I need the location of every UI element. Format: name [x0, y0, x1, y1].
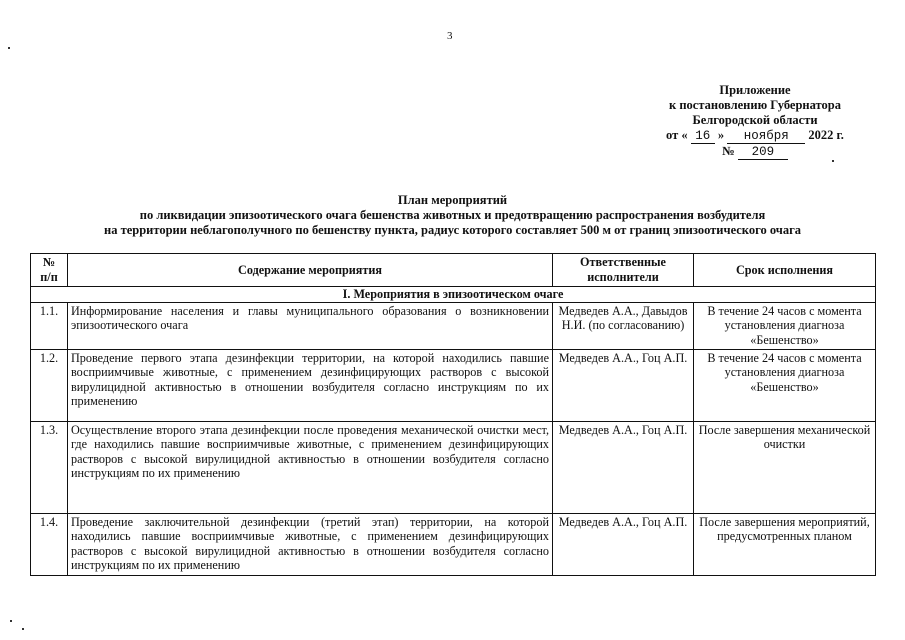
page-number: 3	[447, 30, 453, 42]
appendix-title: Приложение	[719, 83, 791, 97]
table-header-row	[31, 254, 876, 287]
table-row	[31, 421, 876, 513]
scan-speck	[832, 160, 834, 162]
appendix-date-line	[640, 128, 870, 144]
plan-title-line3: на территории неблагополучного по бешенству пункта, радиус которого составляет 500 м от границ эпизоотического очага	[104, 223, 801, 237]
date-day: 16	[691, 130, 715, 144]
section-title: I. Мероприятия в эпизоотическом очаге	[31, 287, 876, 303]
date-year: 2022 г.	[808, 128, 844, 142]
table-row	[31, 513, 876, 575]
row-deadline: После завершения механической очистки	[694, 421, 876, 513]
row-responsible: Медведев А.А., Гоц А.П.	[553, 421, 694, 513]
table-row	[31, 302, 876, 349]
row-number: 1.3.	[31, 421, 68, 513]
decree-number: 209	[738, 146, 788, 160]
plan-table	[30, 253, 876, 576]
scan-speck	[10, 620, 12, 622]
row-deadline: В течение 24 часов с момента установления диагноза «Бешенство»	[694, 302, 876, 349]
header-no	[31, 254, 68, 287]
plan-title-line2: по ликвидации эпизоотического очага бешенства животных и предотвращению распространения возбудителя	[139, 208, 766, 222]
plan-title-line1: План мероприятий	[397, 193, 508, 207]
date-month: ноября	[727, 130, 805, 144]
header-no-line2: п/п	[40, 270, 58, 284]
row-content: Информирование населения и главы муниципального образования о возникновении эпизоотического очага	[68, 302, 553, 349]
row-content: Проведение первого этапа дезинфекции территории, на которой находились павшие восприимчивые животные, с применением дезинфицирующих растворов с высокой вирулицидной активностью в отношении возбудителя согласно инструкциям по их применению	[68, 349, 553, 421]
header-content: Содержание мероприятия	[68, 254, 553, 287]
appendix-number-line	[640, 144, 870, 160]
row-number: 1.1.	[31, 302, 68, 349]
appendix-line-region: Белгородской области	[692, 113, 818, 127]
appendix-block	[640, 83, 870, 160]
row-number: 1.2.	[31, 349, 68, 421]
row-content: Проведение заключительной дезинфекции (третий этап) территории, на которой находились павшие восприимчивые животные, с применением дезинфицирующих растворов с высокой вирулицидной активностью в отношении возбудителя согласно инструкциям по их применению	[68, 513, 553, 575]
header-responsible: Ответственные исполнители	[553, 254, 694, 287]
date-quote-close: »	[717, 128, 725, 142]
section-row	[31, 287, 876, 303]
scan-speck	[22, 628, 24, 630]
header-no-line1: №	[42, 255, 56, 270]
table-row	[31, 349, 876, 421]
scan-speck	[8, 47, 10, 49]
appendix-line-decree: к постановлению Губернатора	[669, 98, 841, 112]
row-responsible: Медведев А.А., Гоц А.П.	[553, 513, 694, 575]
row-deadline: В течение 24 часов с момента установления диагноза «Бешенство»	[694, 349, 876, 421]
row-number: 1.4.	[31, 513, 68, 575]
number-prefix: №	[722, 144, 735, 158]
row-responsible: Медведев А.А., Гоц А.П.	[553, 349, 694, 421]
date-prefix: от «	[666, 128, 688, 142]
row-responsible: Медведев А.А., Давыдов Н.И. (по согласованию)	[553, 302, 694, 349]
row-content: Осуществление второго этапа дезинфекции после проведения механической очистки мест, где находились павшие восприимчивые животные, с применением дезинфицирующих растворов с высокой вирулицидной активностью в отношении возбудителя согласно инструкциям по их применению	[68, 421, 553, 513]
row-deadline: После завершения мероприятий, предусмотренных планом	[694, 513, 876, 575]
plan-title	[20, 193, 885, 238]
header-deadline: Срок исполнения	[694, 254, 876, 287]
